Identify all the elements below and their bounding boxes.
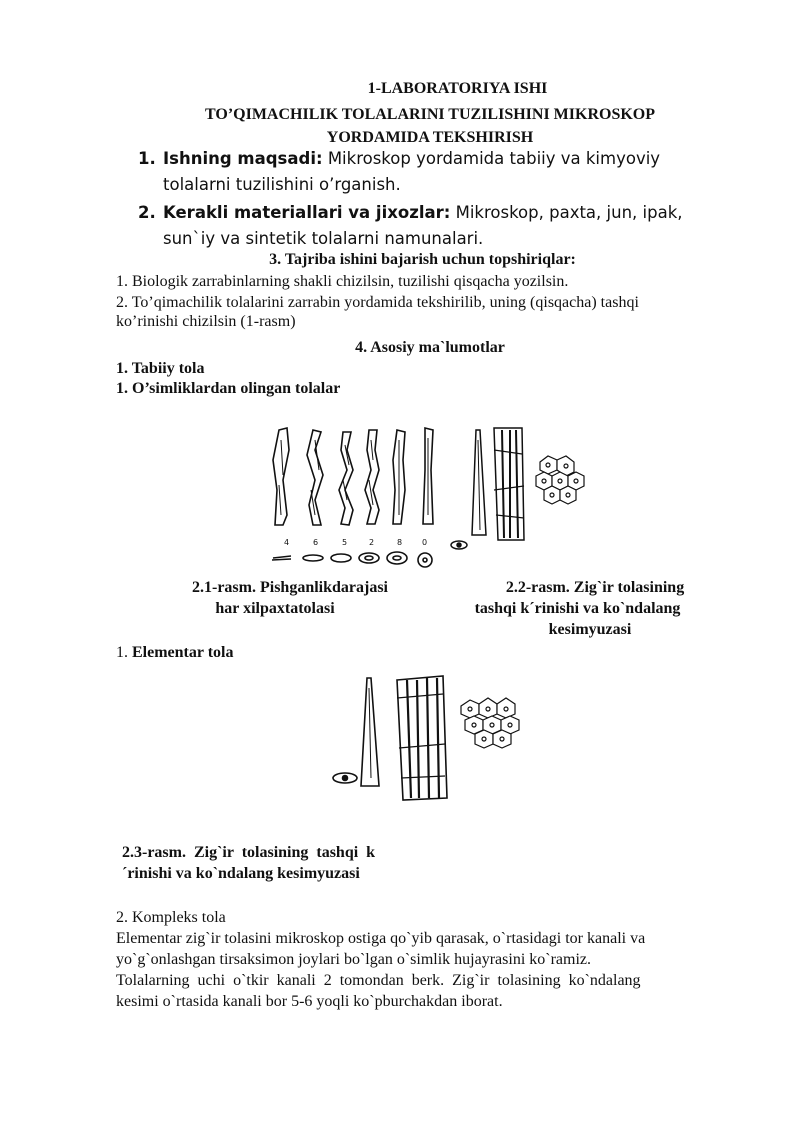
caption-fig-2-1: [150, 578, 430, 618]
info-heading-text: 4. Asosiy ma`lumotlar: [355, 339, 505, 356]
body-line: Elementar zig`ir tolasini mikroskop ostiga qo`yib qarasak, o`rtasidagi tor kanali va: [116, 930, 646, 947]
cotton-stage-labels: [265, 538, 445, 552]
stage-label: 0: [422, 538, 428, 547]
caption-fig-2-2: [460, 578, 720, 639]
plant-fibers-heading: 1. O’simliklardan olingan tolalar: [116, 380, 341, 397]
caption-fig-2-3: [122, 843, 442, 883]
caption-line: 2.1-rasm. Pishganlikdarajasi: [191, 579, 388, 596]
caption-line: har xilpaxtatolasi: [215, 600, 335, 617]
flax-fiber-figure: [450, 420, 595, 550]
stage-label: 4: [284, 538, 290, 547]
tasks-heading-text: 3. Tajriba ishini bajarish uchun topshiriqlar:: [269, 251, 576, 268]
task-item-2: 2. To’qimachilik tolalarini zarrabin yordamida tekshirilib, uning (qisqacha) tashqi: [116, 294, 639, 311]
lab-number: [0, 79, 800, 98]
stage-label: 8: [397, 538, 403, 547]
numbered-item-2: [138, 200, 698, 252]
stage-label: 5: [342, 538, 348, 547]
stage-label: 6: [313, 538, 319, 547]
body-line: kesimi o`rtasida kanali bor 5-6 yoqli ko`pburchakdan iborat.: [116, 993, 503, 1010]
item-text-cont: sun`iy va sintetik tolalarni namunalari.: [163, 229, 484, 248]
page-title: [30, 105, 800, 147]
task-item-1: 1. Biologik zarrabinlarning shakli chizilsin, tuzilishi qisqacha yozilsin.: [116, 273, 569, 290]
caption-line: tashqi k´rinishi va ko`ndalang: [474, 600, 681, 617]
caption-line: 2.3-rasm. Zig`ir tolasining tashqi k: [122, 844, 376, 861]
item-text-cont: tolalarni tuzilishini o’rganish.: [163, 175, 401, 194]
item-text: Mikroskop, paxta, jun, ipak,: [450, 203, 683, 222]
body-line: Tolalarning uchi o`tkir kanali 2 tomondan berk. Zig`ir tolasining ko`ndalang: [116, 972, 641, 989]
info-heading: [0, 338, 800, 357]
stage-label: 2: [369, 538, 375, 547]
elementar-num: 1.: [116, 644, 128, 661]
elementar-heading: [116, 643, 233, 662]
kompleks-body: [116, 929, 742, 1011]
tasks-list: [116, 272, 756, 331]
caption-line: ´rinishi va ko`ndalang kesimyuzasi: [122, 865, 360, 882]
title-line-2: YORDAMIDA TEKSHIRISH: [326, 129, 534, 146]
caption-line: kesimyuzasi: [548, 621, 632, 638]
numbered-list: [138, 146, 698, 252]
numbered-item-1: [138, 146, 698, 198]
lab-number-text: 1-LABORATORIYA ISHI: [367, 80, 548, 97]
item-text: Mikroskop yordamida tabiiy va kimyoviy: [322, 149, 661, 168]
natural-fiber-heading: 1. Tabiiy tola: [116, 360, 205, 377]
body-line: yo`g`onlashgan tirsaksimon joylari bo`lgan o`simlik hujayrasini ko`ramiz.: [116, 951, 592, 968]
tasks-heading: [0, 250, 800, 269]
flax-fiber-figure-2: [325, 668, 545, 808]
item-label: Ishning maqsadi:: [163, 149, 323, 168]
elementar-label: Elementar tola: [132, 644, 234, 661]
caption-line: 2.2-rasm. Zig`ir tolasining: [505, 579, 685, 596]
kompleks-heading: 2. Kompleks tola: [116, 909, 226, 926]
task-item-2-cont: ko’rinishi chizilsin (1-rasm): [116, 313, 296, 330]
title-line-1: TO’QIMACHILIK TOLALARINI TUZILISHINI MIKROSKOP: [204, 106, 656, 123]
item-number: 1.: [138, 149, 156, 168]
item-label: Kerakli materiallari va jixozlar:: [163, 203, 451, 222]
item-number: 2.: [138, 203, 156, 222]
